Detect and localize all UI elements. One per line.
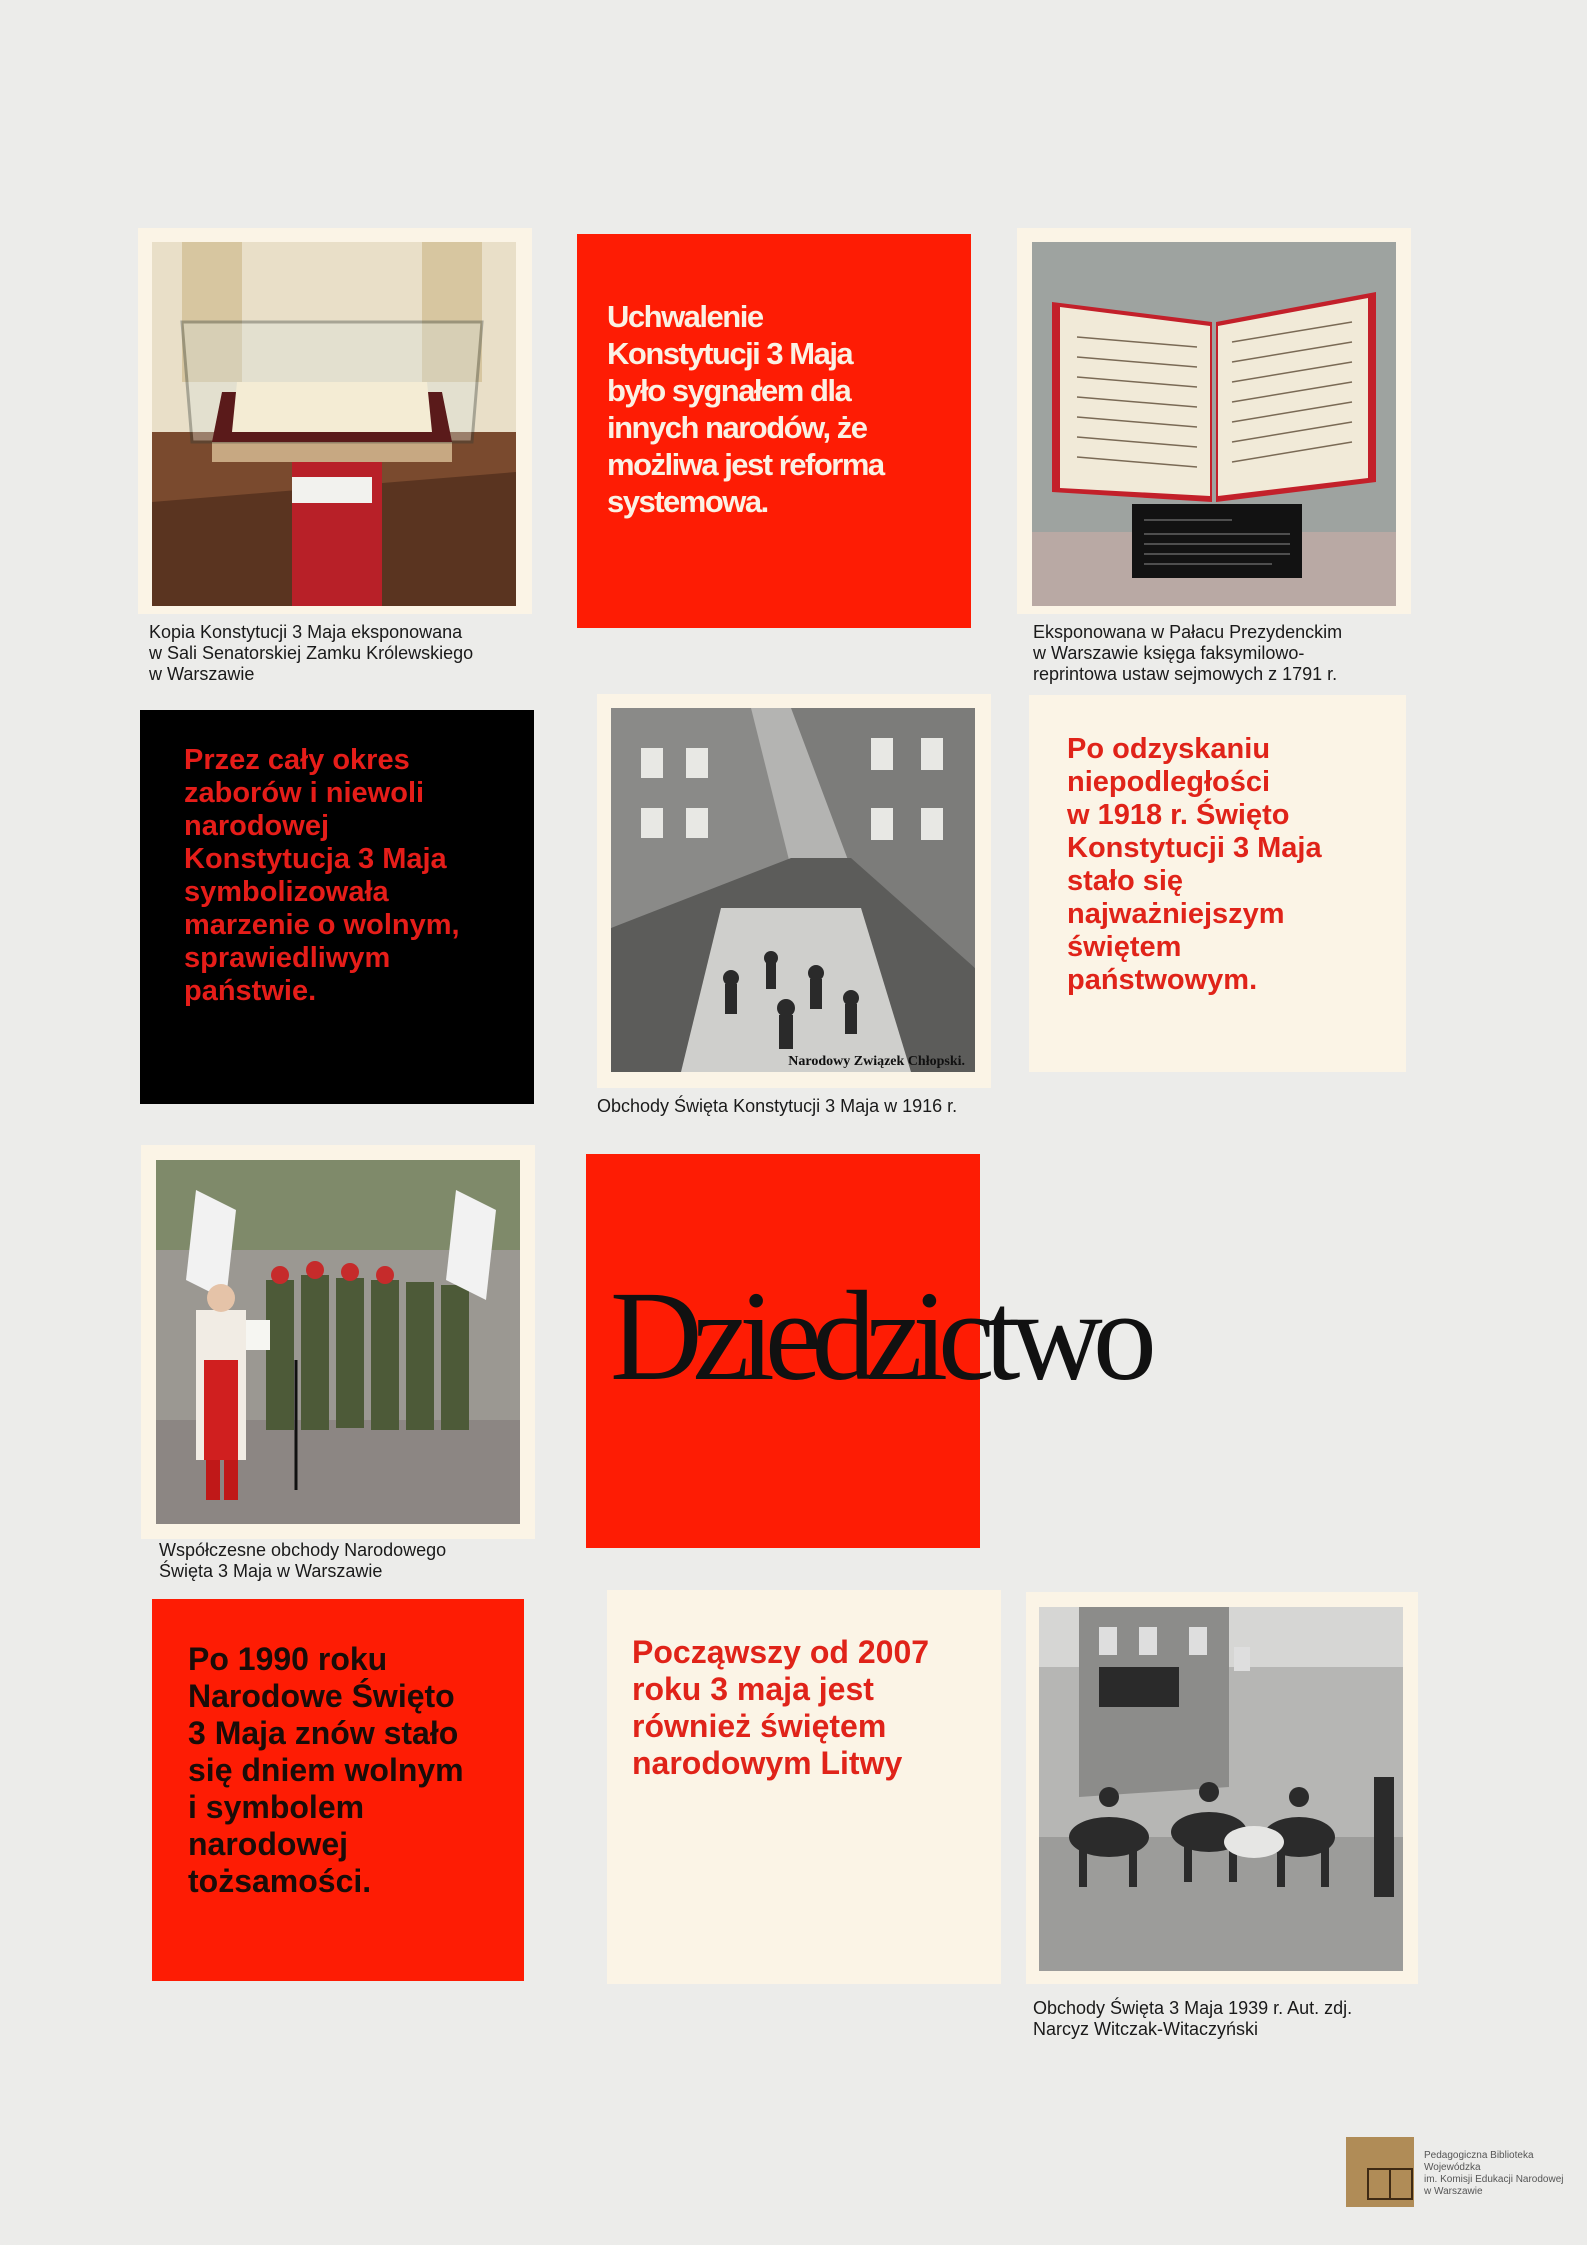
library-logo: [1346, 2137, 1418, 2207]
text-niepodleglosc: Po odzyskaniu niepodległości w 1918 r. Święto Konstytucji 3 Maja stało się najważniejszym świętem państwowym.: [1067, 733, 1322, 996]
caption-1939: Obchody Święta 3 Maja 1939 r. Aut. zdj. Narcyz Witczak-Witaczyński: [1033, 1998, 1353, 2039]
text-box-zabory: [140, 710, 534, 1104]
photo-frame-constitution-case: [138, 228, 532, 614]
library-name: Pedagogiczna Biblioteka Wojewódzka im. Komisji Edukacji Narodowej w Warszawie: [1424, 2150, 1564, 2197]
photo-frame-modern: [141, 1145, 535, 1539]
photo-constitution-glass-case: [152, 242, 516, 606]
photo-frame-1916: [597, 694, 991, 1088]
heading-dziedzictwo: Dziedzictwo: [610, 1265, 1147, 1407]
text-zabory: Przez cały okres zaborów i niewoli narodowej Konstytucja 3 Maja symbolizowała marzenie o wolnym, sprawiedliwym państwie.: [184, 744, 460, 1007]
photo-frame-1939: [1026, 1592, 1418, 1984]
photo-frame-book-palace: [1017, 228, 1411, 614]
photo-facsimile-book: [1032, 242, 1396, 606]
text-box-uchwalenie: [577, 234, 971, 628]
book-logo-icon: [1346, 2137, 1418, 2207]
photo-1916-celebration: [611, 708, 975, 1072]
caption-1916: Obchody Święta Konstytucji 3 Maja w 1916 r.: [597, 1096, 958, 1116]
photo-text-narodowy-zwiazek: Narodowy Związek Chłopski.: [788, 1054, 965, 1069]
text-box-1990: [152, 1599, 524, 1981]
caption-constitution-case: Kopia Konstytucji 3 Maja eksponowana w Sali Senatorskiej Zamku Królewskiego w Warszawie: [149, 622, 474, 684]
photo-modern-celebration: [156, 1160, 520, 1524]
text-litwa: Począwszy od 2007 roku 3 maja jest również świętem narodowym Litwy: [632, 1634, 930, 1781]
text-box-litwa: [607, 1590, 1001, 1984]
photo-1939-celebration: [1039, 1607, 1403, 1971]
caption-book-palace: Eksponowana w Pałacu Prezydenckim w Warszawie księga faksymilowo- reprintowa ustaw sejmowych z 1791 r.: [1033, 622, 1343, 684]
caption-modern: Współczesne obchody Narodowego Święta 3 Maja w Warszawie: [159, 1540, 447, 1581]
text-uchwalenie: Uchwalenie Konstytucji 3 Maja było sygnałem dla innych narodów, że możliwa jest reforma systemowa.: [607, 299, 884, 519]
text-1990: Po 1990 roku Narodowe Święto 3 Maja znów stało się dniem wolnym i symbolem narodowej tożsamości.: [188, 1641, 464, 1899]
text-box-niepodleglosc: [1029, 695, 1406, 1072]
